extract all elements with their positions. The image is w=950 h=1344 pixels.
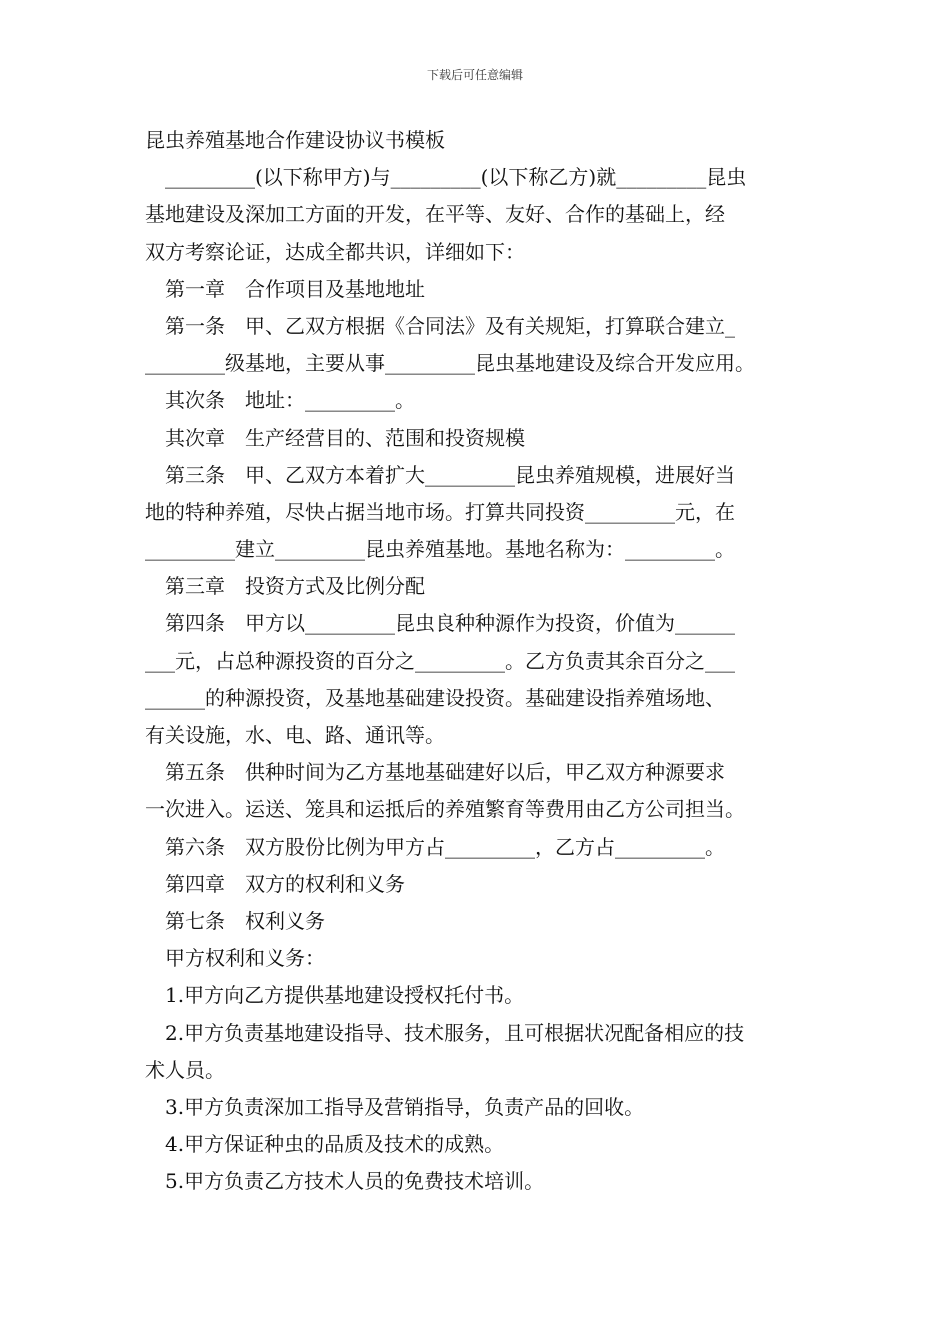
text-line: 第四章 双方的权利和义务	[165, 871, 405, 896]
text-line: _________建立_________昆虫养殖基地。基地名称为：_________。	[145, 537, 735, 562]
text-line: 第一条 甲、乙双方根据《合同法》及有关规矩，打算联合建立_	[165, 313, 735, 338]
text-line: ___元，占总种源投资的百分之_________。乙方负责其余百分之___	[145, 648, 735, 673]
text-line: 3.甲方负责深加工指导及营销指导，负责产品的回收。	[165, 1094, 645, 1119]
document-title: 昆虫养殖基地合作建设协议书模板	[145, 128, 445, 152]
text-line: 第三条 甲、乙双方本着扩大_________昆虫养殖规模，进展好当	[165, 462, 735, 487]
text-line: 一次进入。运送、笼具和运抵后的养殖繁育等费用由乙方公司担当。	[145, 797, 745, 822]
text-line: 其次章 生产经营目的、范围和投资规模	[165, 425, 525, 450]
text-line: 第六条 双方股份比例为甲方占_________，乙方占_________。	[165, 834, 725, 859]
text-line: 术人员。	[145, 1057, 225, 1082]
text-line: 甲方权利和义务：	[165, 946, 325, 971]
text-line: 有关设施，水、电、路、通讯等。	[145, 723, 445, 747]
text-line: 双方考察论证，达成全都共识，详细如下：	[145, 239, 525, 264]
text-line: 基地建设及深加工方面的开发，在平等、友好、合作的基础上，经	[145, 202, 725, 227]
text-line: 第三章 投资方式及比例分配	[165, 574, 425, 599]
text-line: 第五条 供种时间为乙方基地基础建好以后，甲乙双方种源要求	[165, 760, 725, 785]
text-line: 其次条 地址：_________。	[165, 388, 415, 413]
text-line: 4.甲方保证种虫的品质及技术的成熟。	[165, 1132, 505, 1157]
text-line: 第七条 权利义务	[165, 908, 325, 933]
page-header-note: 下载后可任意编辑	[426, 68, 523, 82]
text-line: 2.甲方负责基地建设指导、技术服务，且可根据状况配备相应的技	[165, 1020, 745, 1045]
text-line: 1.甲方向乙方提供基地建设授权托付书。	[165, 983, 525, 1008]
text-line: 5.甲方负责乙方技术人员的免费技术培训。	[165, 1169, 545, 1194]
document-body	[145, 122, 810, 1200]
text-line: 地的特种养殖，尽快占据当地市场。打算共同投资_________元，在	[145, 499, 735, 524]
text-line: _________(以下称甲方)与_________(以下称乙方)就_________昆虫	[165, 165, 747, 190]
text-line: ______的种源投资，及基地基础建设投资。基础建设指养殖场地、	[145, 685, 725, 710]
text-line: 第一章 合作项目及基地地址	[165, 276, 425, 301]
text-line: 第四条 甲方以_________昆虫良种种源作为投资，价值为______	[165, 611, 735, 636]
text-line: ________级基地，主要从事_________昆虫基地建设及综合开发应用。	[145, 351, 755, 376]
